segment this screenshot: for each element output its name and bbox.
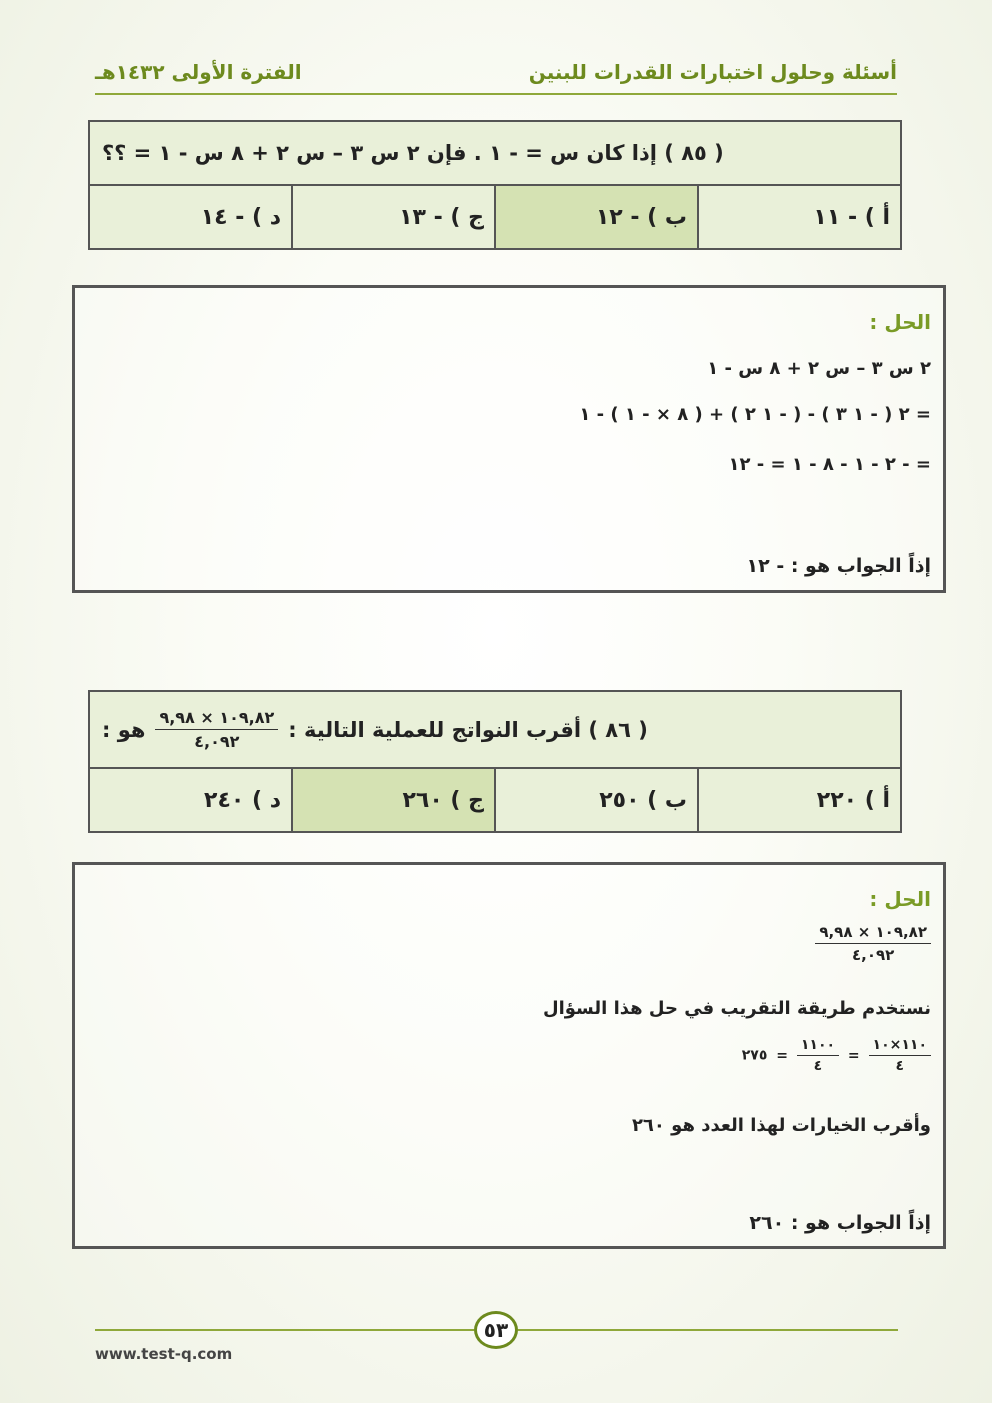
solution-line: = ٢ ( - ١ ٣ ) - ( - ١ ٢ ) + ( ٨ × - ١ ) - ١: [579, 404, 931, 425]
fraction-denominator: ٤,٠٩٢: [852, 946, 895, 964]
solution-fraction: [815, 923, 931, 964]
fraction: [869, 1037, 931, 1074]
solution-equation: [742, 1037, 931, 1074]
option-c[interactable]: ج ) ٢٦٠: [291, 769, 494, 831]
fraction-numerator: ١١٠٠: [797, 1037, 839, 1056]
fraction-numerator: ١١٠×١٠: [869, 1037, 931, 1056]
fraction: [797, 1037, 839, 1074]
header-period: الفترة الأولى ١٤٣٢هـ: [95, 60, 302, 84]
solution-heading: الحل :: [869, 887, 931, 911]
question-86-options: [90, 769, 900, 831]
solution-85-box: [72, 285, 946, 593]
solution-answer: إذاً الجواب هو : - ١٢: [746, 555, 931, 577]
fraction: [815, 923, 931, 964]
footer-divider: [95, 1329, 474, 1331]
question-85-options: [90, 186, 900, 248]
solution-line: = - ٢ - ١ - ٨ - ١ = - ١٢: [728, 454, 931, 475]
question-85-text: ( ٨٥ ) إذا كان س = - ١ . فإن ٢ س ٣ – س ٢ + ٨ س - ١ = ؟؟: [90, 122, 900, 186]
solution-line: نستخدم طريقة التقريب في حل هذا السؤال: [542, 998, 931, 1019]
fraction-numerator: ١٠٩,٨٢ × ٩,٩٨: [155, 708, 278, 730]
website-url[interactable]: www.test-q.com: [95, 1345, 233, 1363]
option-d[interactable]: د ) ٢٤٠: [90, 769, 291, 831]
option-b[interactable]: ب ) ٢٥٠: [494, 769, 697, 831]
question-85-box: [88, 120, 902, 250]
solution-answer: إذاً الجواب هو : ٢٦٠: [749, 1212, 931, 1234]
question-86-fraction: [155, 708, 278, 751]
page-number: ٥٣: [474, 1311, 518, 1349]
question-86-box: [88, 690, 902, 833]
equals-sign: =: [776, 1047, 788, 1064]
header-title: أسئلة وحلول اختبارات القدرات للبنين: [528, 60, 897, 84]
question-86-lead: ( ٨٦ ) أقرب النواتج للعملية التالية :: [288, 717, 648, 742]
solution-heading: الحل :: [869, 310, 931, 334]
option-a[interactable]: أ ) ٢٢٠: [697, 769, 900, 831]
option-d[interactable]: د ) - ١٤: [90, 186, 291, 248]
header-divider: [95, 93, 897, 95]
footer-divider: [518, 1329, 898, 1331]
option-a[interactable]: أ ) - ١١: [697, 186, 900, 248]
question-86-tail: هو :: [102, 717, 146, 742]
solution-line: وأقرب الخيارات لهذا العدد هو ٢٦٠: [631, 1115, 931, 1136]
equation-result: ٢٧٥: [741, 1047, 768, 1064]
solution-86-box: [72, 862, 946, 1249]
question-86-text: [90, 692, 900, 769]
solution-line: ٢ س ٣ – س ٢ + ٨ س - ١: [707, 358, 931, 379]
fraction-denominator: ٤: [813, 1058, 823, 1074]
fraction-denominator: ٤: [895, 1058, 905, 1074]
fraction-numerator: ١٠٩,٨٢ × ٩,٩٨: [815, 923, 931, 944]
equals-sign: =: [847, 1047, 860, 1064]
option-b[interactable]: ب ) - ١٢: [494, 186, 697, 248]
fraction-denominator: ٤,٠٩٢: [194, 732, 240, 751]
option-c[interactable]: ج ) - ١٣: [291, 186, 494, 248]
